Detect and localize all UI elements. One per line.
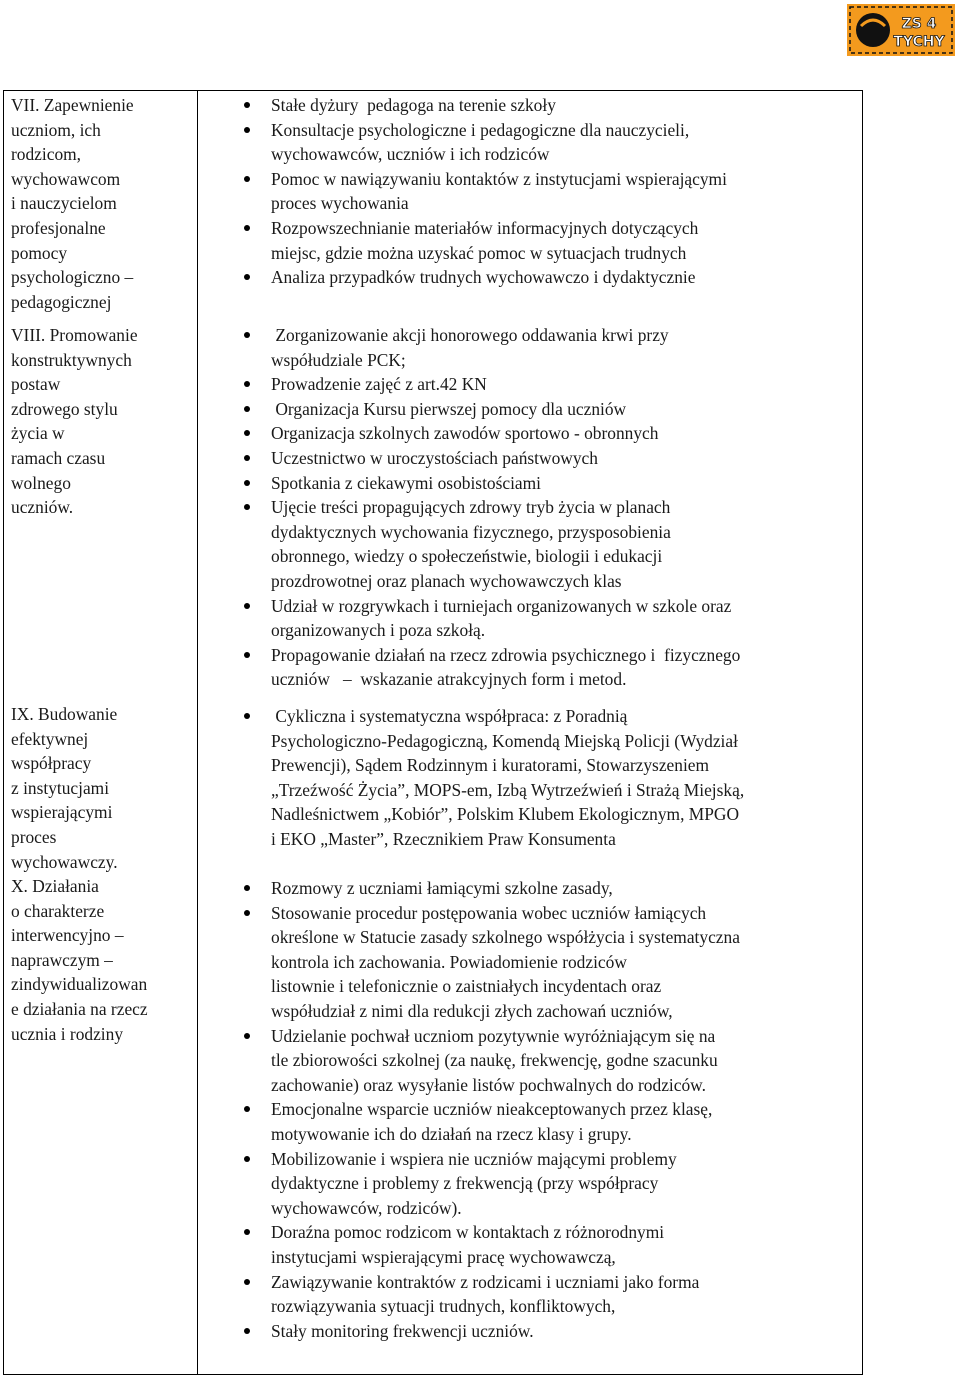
bullet-item: Zorganizowanie akcji honorowego oddawania krwi przy współudziale PCK; <box>271 323 861 372</box>
bullet-item: Doraźna pomoc rodzicom w kontaktach z różnorodnymi instytucjami wspierającymi pracę wychowawczą, <box>271 1220 861 1269</box>
row-heading-line: VIII. Promowanie <box>11 325 138 345</box>
row-heading-line: VII. Zapewnienie <box>11 95 134 115</box>
bullet-item: Spotkania z ciekawymi osobistościami <box>271 471 861 496</box>
bullet-item: Pomoc w nawiązywaniu kontaktów z instytucjami wspierającymi proces wychowania <box>271 167 861 216</box>
row-items <box>271 704 861 852</box>
bullet-item: Organizacja Kursu pierwszej pomocy dla uczniów <box>271 397 861 422</box>
bullet-item: Analiza przypadków trudnych wychowawczo i dydaktycznie <box>271 265 861 290</box>
row-items <box>271 93 861 290</box>
row-heading-line: pomocy <box>11 242 68 263</box>
row-heading-line: profesjonalne <box>11 217 106 238</box>
bullet-item: Organizacja szkolnych zawodów sportowo - obronnych <box>271 421 861 446</box>
row-heading-line: zindywidualizowan <box>11 974 148 995</box>
row-heading-line: proces <box>11 826 57 847</box>
row-heading-line: X. Działania <box>11 876 99 896</box>
row-heading-line: i nauczycielom <box>11 193 117 214</box>
bullet-item: Stały monitoring frekwencji uczniów. <box>271 1319 861 1344</box>
bullet-item: Udzielanie pochwał uczniom pozytywnie wyróżniającym się na tle zbiorowości szkolnej (za naukę, frekwencję, godne szacunku zachowanie) oraz wysyłanie listów pochwalnych do rodziców. <box>271 1024 861 1098</box>
row-heading-line: IX. Budowanie <box>11 704 118 724</box>
bullet-item: Stałe dyżury pedagoga na terenie szkoły <box>271 93 861 118</box>
bullet-item: Rozmowy z uczniami łamiącymi szkolne zasady, <box>271 876 861 901</box>
row-heading-line: e działania na rzecz <box>11 998 148 1019</box>
school-logo <box>847 4 955 56</box>
logo-circle <box>856 13 890 47</box>
row-heading-line: wychowawcom <box>11 168 121 189</box>
logo-graphic <box>847 4 955 56</box>
bullet-item: Stosowanie procedur postępowania wobec uczniów łamiących określone w Statucie zasady szkolnego współżycia i systematyczna kontrola ich zachowania. Powiadomienie rodziców listownie i telefonicznie o zaistniałych incydentach oraz współudział z nimi dla redukcji złych zachowań uczniów, <box>271 901 861 1024</box>
row-heading <box>11 702 189 874</box>
row-heading-line: o charakterze <box>11 900 105 921</box>
row-heading-line: zdrowego stylu <box>11 398 118 419</box>
row-heading-line: wychowawczy. <box>11 851 118 872</box>
row-items <box>271 876 861 1343</box>
row-heading-line: naprawczym – <box>11 949 113 970</box>
row-heading-line: rodzicom, <box>11 144 82 165</box>
row-heading-line: pedagogicznej <box>11 291 112 312</box>
bullet-item: Udział w rozgrywkach i turniejach organizowanych w szkole oraz organizowanych i poza szkołą. <box>271 594 861 643</box>
row-heading-line: psychologiczno – <box>11 267 134 288</box>
row-items <box>271 323 861 692</box>
row-heading-line: ucznia i rodziny <box>11 1023 124 1044</box>
bullet-item: Prowadzenie zajęć z art.42 KN <box>271 372 861 397</box>
row-heading-line: interwencyjno – <box>11 925 124 946</box>
bullet-item: Zawiązywanie kontraktów z rodzicami i uczniami jako forma rozwiązywania sytuacji trudnych, konfliktowych, <box>271 1270 861 1319</box>
row-heading-line: życia w <box>11 423 65 444</box>
row-heading <box>11 874 189 1046</box>
row-heading-line: uczniom, ich <box>11 119 101 140</box>
bullet-item: Rozpowszechnianie materiałów informacyjnych dotyczących miejsc, gdzie można uzyskać pomoc w sytuacjach trudnych <box>271 216 861 265</box>
bullet-item: Ujęcie treści propagujących zdrowy tryb życia w planach dydaktycznych wychowania fizycznego, przysposobienia obronnego, wiedzy o społeczeństwie, biologii i edukacji prozdrowotnej oraz planach wychowawczych klas <box>271 495 861 593</box>
bullet-item: Propagowanie działań na rzecz zdrowia psychicznego i fizycznego uczniów – wskazanie atrakcyjnych form i metod. <box>271 643 861 692</box>
bullet-item: Konsultacje psychologiczne i pedagogiczne dla nauczycieli, wychowawców, uczniów i ich rodziców <box>271 118 861 167</box>
row-heading <box>11 323 189 520</box>
logo-text-line2: TYCHY <box>893 34 945 50</box>
row-heading-line: z instytucjami <box>11 777 110 798</box>
row-heading-line: uczniów. <box>11 497 74 518</box>
row-heading-line: konstruktywnych <box>11 349 132 370</box>
row-heading-line: współpracy <box>11 753 92 774</box>
row-heading-line: wspierającymi <box>11 802 113 823</box>
row-heading-line: postaw <box>11 374 61 395</box>
row-heading-line: ramach czasu <box>11 447 106 468</box>
bullet-item: Emocjonalne wsparcie uczniów nieakceptowanych przez klasę, motywowanie ich do działań na rzecz klasy i grupy. <box>271 1097 861 1146</box>
row-heading-line: wolnego <box>11 472 71 493</box>
bullet-item: Mobilizowanie i wspiera nie uczniów mającymi problemy dydaktyczne i problemy z frekwencją (przy współpracy wychowawców, rodziców). <box>271 1147 861 1221</box>
row-heading-line: efektywnej <box>11 728 89 749</box>
bullet-item: Uczestnictwo w uroczystościach państwowych <box>271 446 861 471</box>
logo-text-line1: ZS 4 <box>901 16 937 32</box>
bullet-item: Cykliczna i systematyczna współpraca: z Poradnią Psychologiczno-Pedagogiczną, Komendą Miejską Policji (Wydział Prewencji), Sądem Rodzinnym i kuratorami, Stowarzyszeniem „Trzeźwość Życia”, MOPS-em, Izbą Wytrzeźwień i Strażą Miejską, Nadleśnictwem „Kobiór”, Polskim Klubem Ekologicznym, MPGO i EKO „Master”, Rzecznikiem Praw Konsumenta <box>271 704 861 852</box>
content-table <box>3 90 863 1375</box>
column-divider <box>197 91 198 1374</box>
row-heading <box>11 93 189 314</box>
